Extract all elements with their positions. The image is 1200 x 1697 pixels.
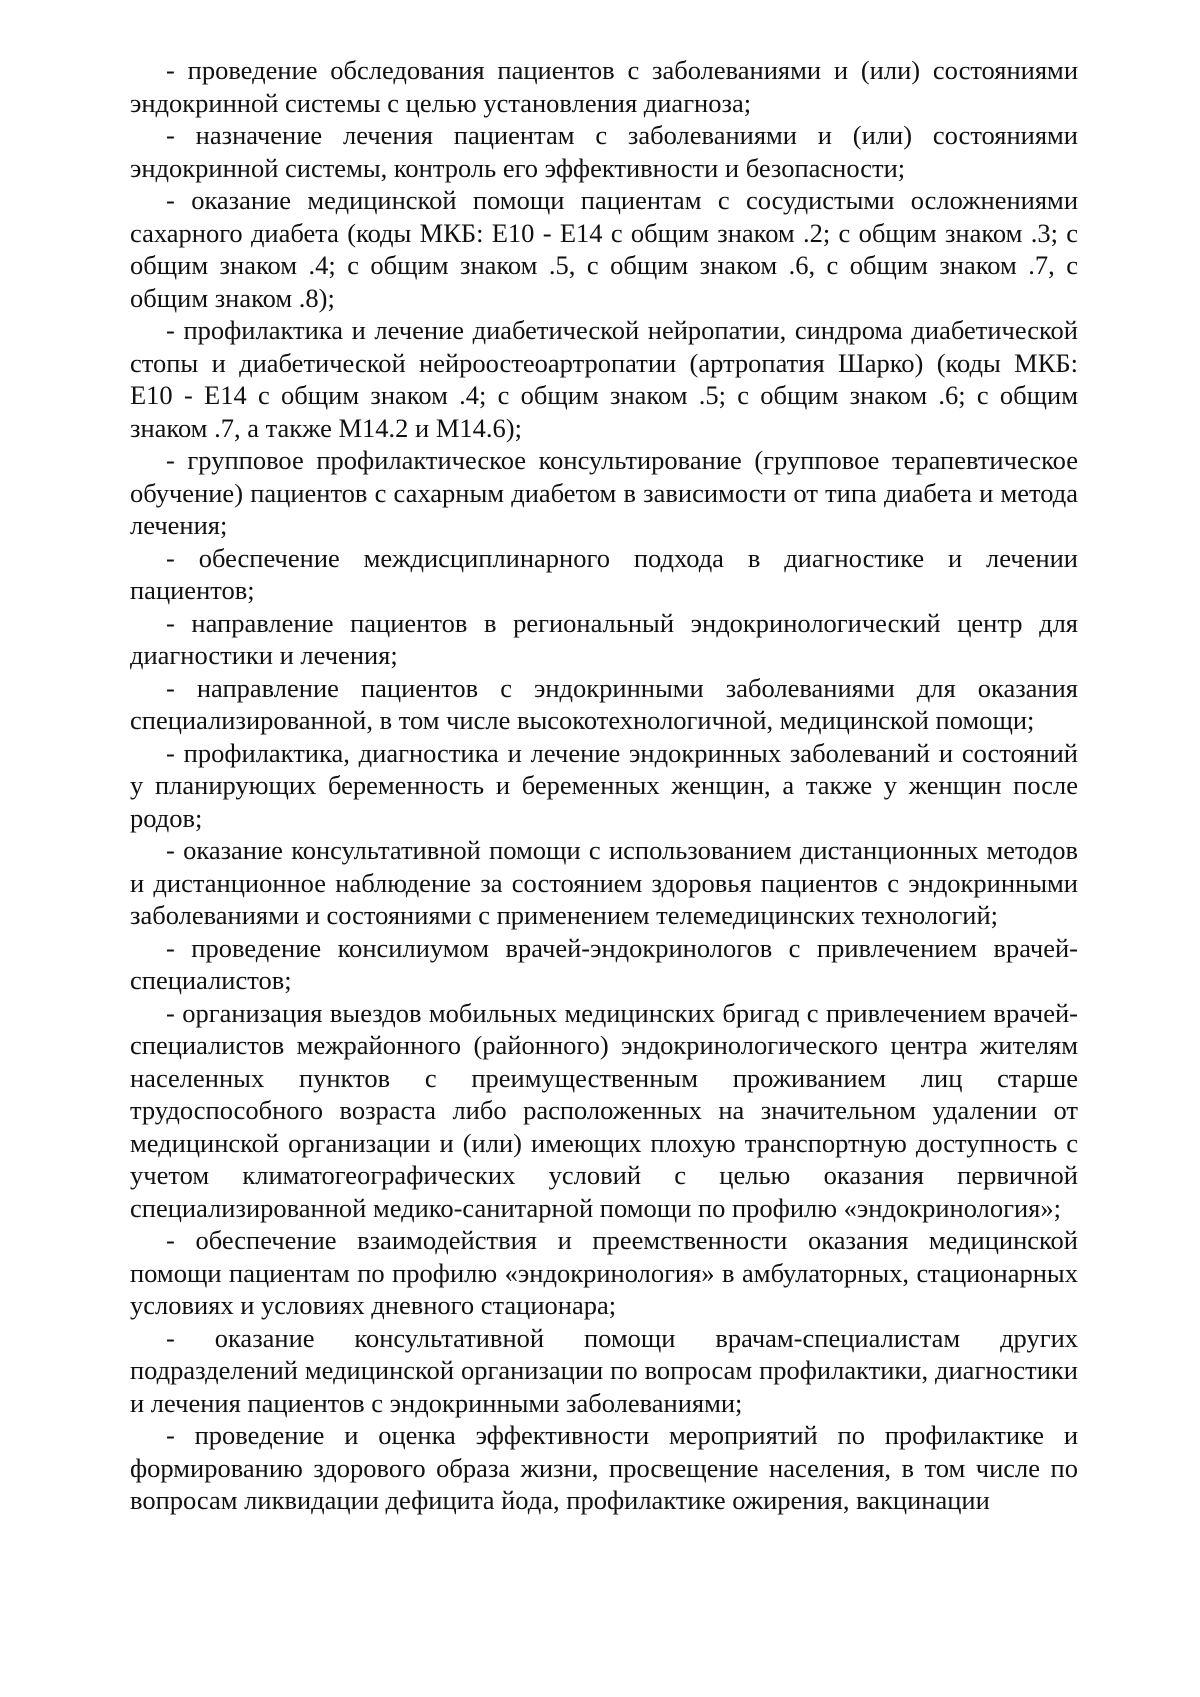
list-item: - проведение обследования пациентов с заболеваниями и (или) состояниями эндокринной системы с целью установления диагноза; [130, 55, 1078, 118]
list-item: - назначение лечения пациентам с заболеваниями и (или) состояниями эндокринной системы, контроль его эффективности и безопасности; [130, 120, 1078, 183]
list-item: - проведение и оценка эффективности мероприятий по профилактике и формированию здорового образа жизни, просвещение населения, в том числе по вопросам ликвидации дефицита йода, профилактике ожирения, вакцинации [130, 1420, 1078, 1515]
list-item: - проведение консилиумом врачей-эндокринологов с привлечением врачей-специалистов; [130, 932, 1078, 995]
list-item: - оказание консультативной помощи врачам-специалистам других подразделений медицинской организации по вопросам профилактики, диагностики и лечения пациентов с эндокринными заболеваниями; [130, 1322, 1078, 1418]
list-item: - обеспечение взаимодействия и преемственности оказания медицинской помощи пациентам по профилю «эндокринология» в амбулаторных, стационарных условиях и условиях дневного стационара; [130, 1225, 1078, 1320]
list-item: - групповое профилактическое консультирование (групповое терапевтическое обучение) пациентов с сахарным диабетом в зависимости от типа диабета и метода лечения; [130, 445, 1078, 540]
list-item: - направление пациентов в региональный эндокринологический центр для диагностики и лечения; [130, 607, 1078, 670]
list-item: - направление пациентов с эндокринными заболеваниями для оказания специализированной, в том числе высокотехнологичной, медицинской помощи; [130, 672, 1078, 735]
list-item: - профилактика, диагностика и лечение эндокринных заболеваний и состояний у планирующих беременность и беременных женщин, а также у женщин после родов; [130, 737, 1078, 833]
document-page [130, 54, 1078, 1517]
list-item: - обеспечение междисциплинарного подхода в диагностике и лечении пациентов; [130, 542, 1078, 605]
list-item: - организация выездов мобильных медицинских бригад с привлечением врачей-специалистов межрайонного (районного) эндокринологического центра жителям населенных пунктов с преимущественным проживанием лиц старше трудоспособного возраста либо расположенных на значительном удалении от медицинской организации и (или) имеющих плохую транспортную доступность с учетом климатогеографических условий с целью оказания первичной специализированной медико-санитарной помощи по профилю «эндокринология»; [130, 997, 1078, 1223]
list-item: - оказание медицинской помощи пациентам с сосудистыми осложнениями сахарного диабета (коды МКБ: Е10 - Е14 с общим знаком .2; с общим знаком .3; с общим знаком .4; с общим знаком .5, с общим знаком .6, с общим знаком .7, с общим знаком .8); [130, 185, 1078, 313]
list-item: - оказание консультативной помощи с использованием дистанционных методов и дистанционное наблюдение за состоянием здоровья пациентов с эндокринными заболеваниями и состояниями с применением телемедицинских технологий; [130, 835, 1078, 930]
list-item: - профилактика и лечение диабетической нейропатии, синдрома диабетической стопы и диабетической нейроостеоартропатии (артропатия Шарко) (коды МКБ: Е10 - Е14 с общим знаком .4; с общим знаком .5; с общим знаком .6; с общим знаком .7, а также М14.2 и М14.6); [130, 315, 1078, 443]
